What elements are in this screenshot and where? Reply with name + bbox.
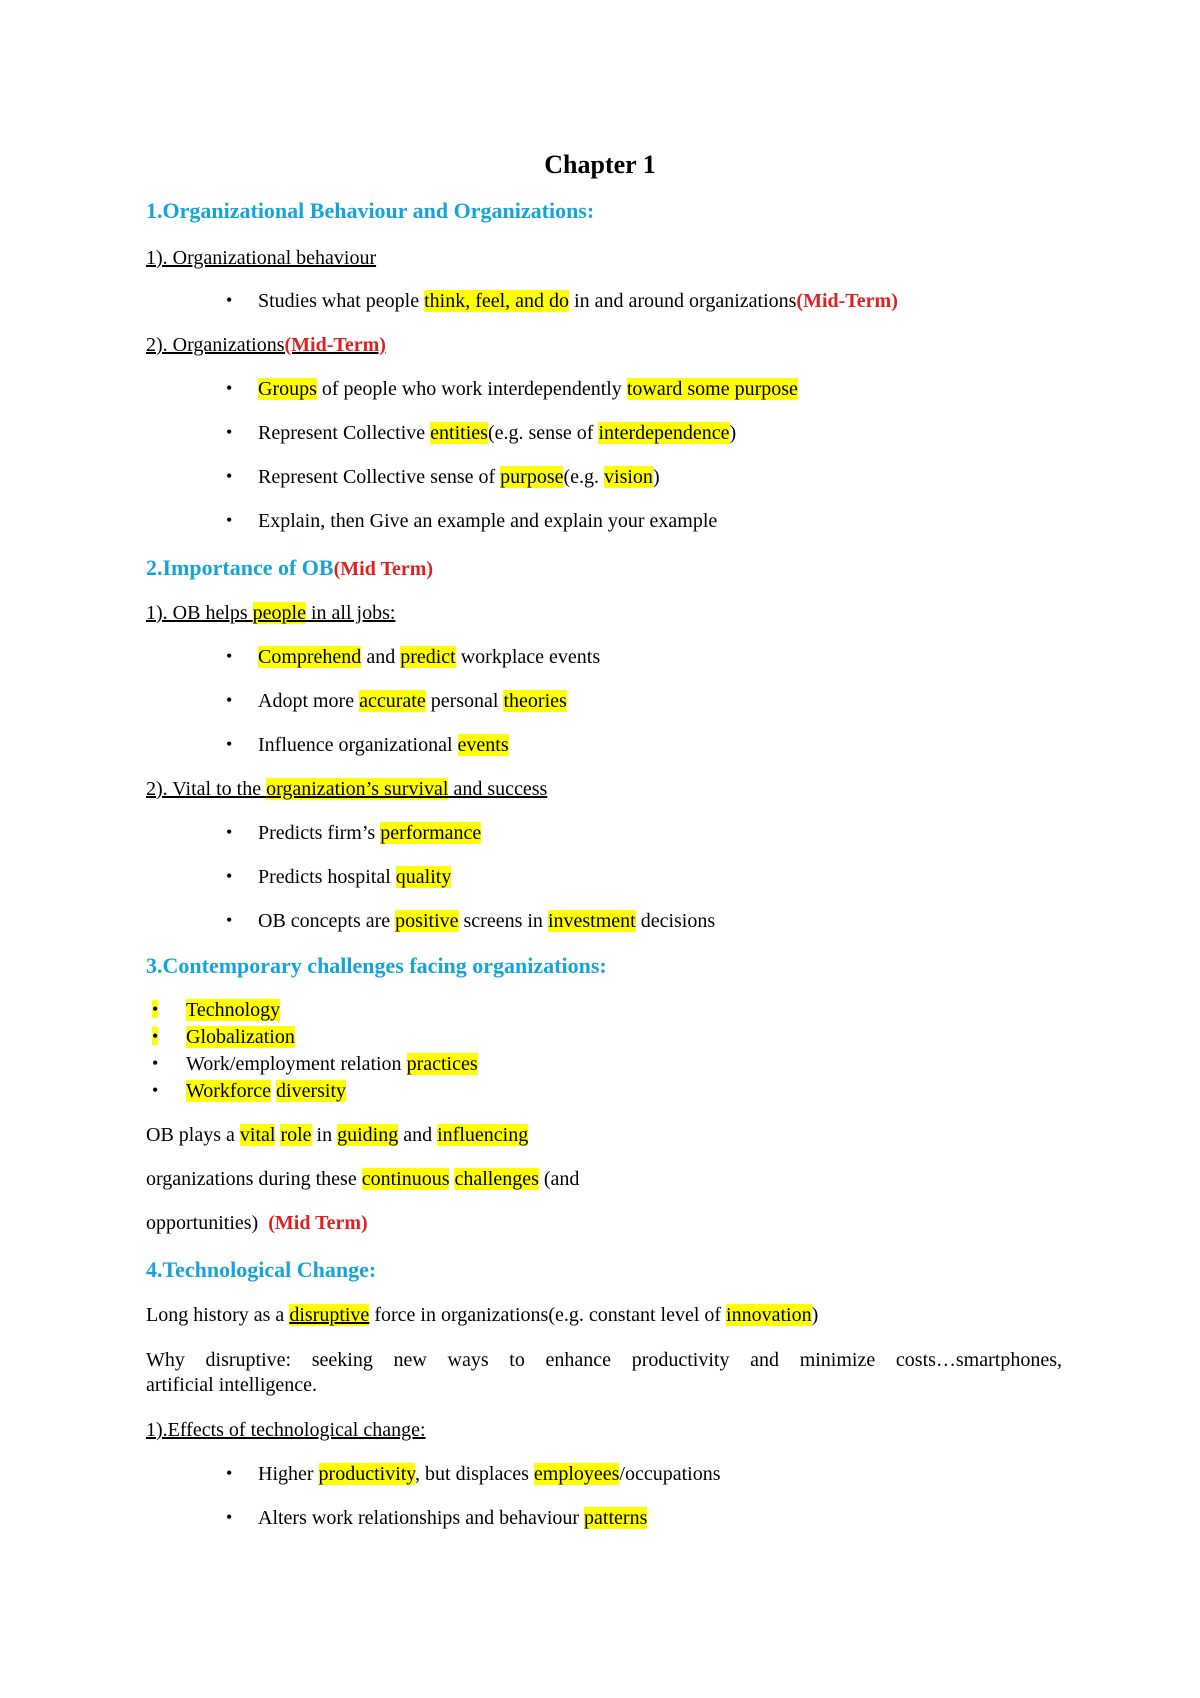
section-1-heading: 1.Organizational Behaviour and Organizations: — [146, 198, 595, 223]
bullet-item: • Higher productivity, but displaces employees/occupations — [226, 1463, 721, 1485]
paragraph-line: Why disruptive: seeking new ways to enhance productivity and minimize costs…smartphones, — [146, 1349, 1062, 1371]
bullet-item: • Comprehend and predict workplace events — [226, 646, 601, 668]
bullet-icon: • — [226, 422, 233, 442]
bullet-icon: • — [226, 1463, 233, 1483]
bullet-icon: • — [152, 1026, 159, 1046]
subsection-2-1: 1). OB helps people in all jobs: — [146, 602, 396, 624]
bullet-item: • Alters work relationships and behaviour patterns — [226, 1507, 648, 1529]
subsection-1-2: 2). Organizations(Mid-Term) — [146, 334, 386, 356]
paragraph: OB plays a vital role in guiding and influencing — [146, 1124, 529, 1146]
midterm-tag: (Mid-Term) — [284, 334, 386, 356]
section-2-heading: 2.Importance of OB(Mid Term) — [146, 555, 434, 580]
bullet-icon: • — [226, 378, 233, 398]
bullet-item: • Predicts firm’s performance — [226, 822, 482, 844]
bullet-item: • Studies what people think, feel, and do in and around organizations(Mid-Term) — [226, 290, 898, 312]
bullet-icon: • — [226, 646, 233, 666]
bullet-item: • Predicts hospital quality — [226, 866, 452, 888]
bullet-item: • Explain, then Give an example and explain your example — [226, 510, 718, 532]
bullet-item: • Workforce diversity — [152, 1080, 347, 1102]
section-4-heading: 4.Technological Change: — [146, 1257, 377, 1282]
bullet-item: • Influence organizational events — [226, 734, 509, 756]
bullet-icon: • — [152, 1080, 159, 1100]
bullet-icon: • — [226, 1507, 233, 1527]
bullet-icon: • — [226, 510, 233, 530]
bullet-icon: • — [226, 690, 233, 710]
bullet-item: • Represent Collective entities(e.g. sense of interdependence) — [226, 422, 737, 444]
bullet-item: • Globalization — [152, 1026, 295, 1048]
bullet-icon: • — [226, 466, 233, 486]
bullet-item: • Adopt more accurate personal theories — [226, 690, 567, 712]
paragraph: Long history as a disruptive force in organizations(e.g. constant level of innovation) — [146, 1304, 819, 1326]
subsection-1-1: 1). Organizational behaviour — [146, 247, 377, 269]
subsection-4-1: 1).Effects of technological change: — [146, 1419, 426, 1441]
bullet-item: • Groups of people who work interdependently toward some purpose — [226, 378, 798, 400]
section-3-heading: 3.Contemporary challenges facing organizations: — [146, 953, 607, 978]
bullet-item: • OB concepts are positive screens in investment decisions — [226, 910, 716, 932]
bullet-icon: • — [152, 999, 159, 1019]
bullet-icon: • — [226, 822, 233, 842]
paragraph: opportunities) (Mid Term) — [146, 1212, 368, 1234]
bullet-item: • Technology — [152, 999, 281, 1021]
midterm-tag: (Mid Term) — [268, 1212, 368, 1234]
midterm-tag: (Mid Term) — [333, 558, 434, 580]
bullet-icon: • — [226, 734, 233, 754]
chapter-title: Chapter 1 — [544, 150, 656, 179]
bullet-item: • Represent Collective sense of purpose(e.g. vision) — [226, 466, 660, 488]
paragraph-line: artificial intelligence. — [146, 1374, 318, 1396]
subsection-2-2: 2). Vital to the organization’s survival and success — [146, 778, 548, 800]
bullet-item: • Work/employment relation practices — [152, 1053, 478, 1075]
bullet-icon: • — [226, 290, 233, 310]
paragraph: organizations during these continuous challenges (and — [146, 1168, 580, 1190]
bullet-icon: • — [226, 910, 233, 930]
bullet-icon: • — [152, 1053, 159, 1073]
midterm-tag: (Mid-Term) — [796, 290, 898, 312]
bullet-icon: • — [226, 866, 233, 886]
